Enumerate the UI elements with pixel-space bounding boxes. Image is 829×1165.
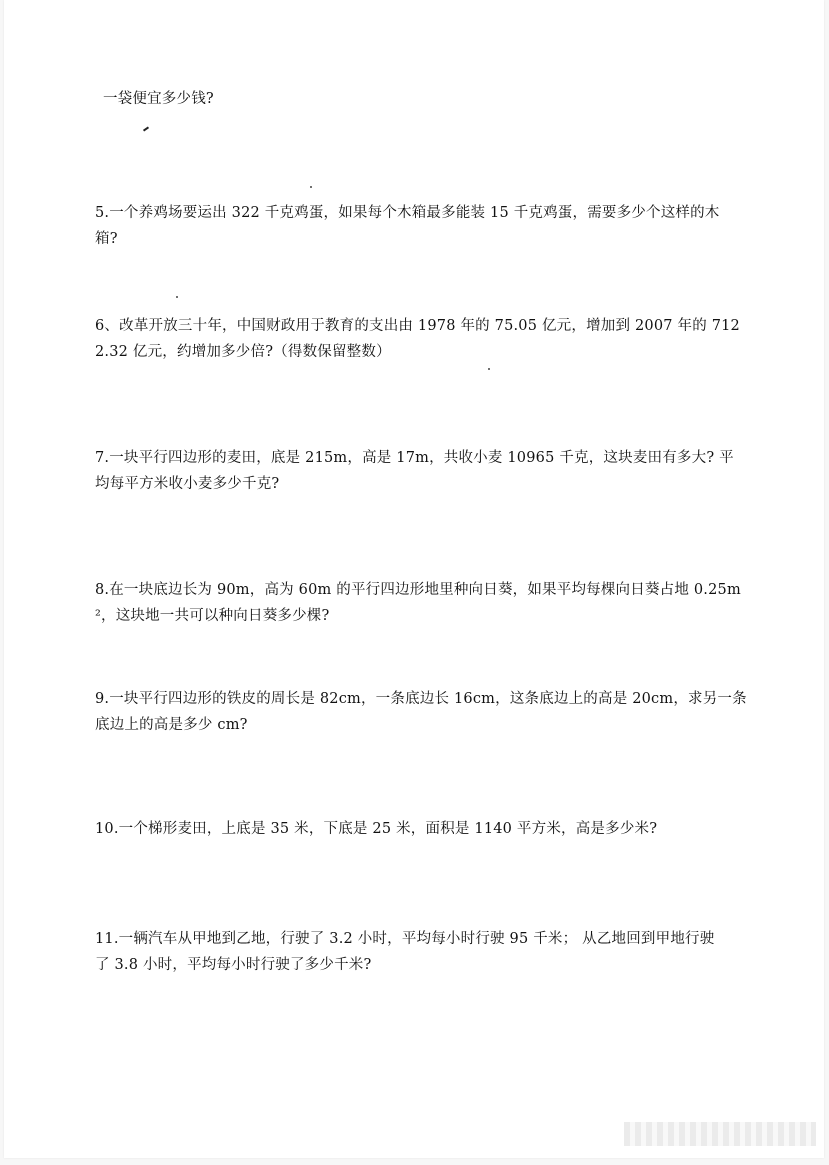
question-7-line-1: 7.一块平行四边形的麦田，底是 215m，高是 17m，共收小麦 10965 千克，这块麦田有多大? 平 bbox=[95, 450, 734, 466]
question-9 bbox=[95, 686, 747, 738]
question-4-fragment: 一袋便宜多少钱? bbox=[103, 91, 214, 107]
question-9-line-2: 底边上的高是多少 cm? bbox=[95, 717, 248, 733]
scan-speck bbox=[176, 296, 178, 298]
question-5-line-2: 箱? bbox=[95, 231, 118, 247]
question-11 bbox=[95, 926, 714, 978]
scan-speck bbox=[488, 368, 490, 370]
worksheet-page bbox=[4, 0, 824, 1158]
scan-artifact-strip bbox=[624, 1122, 816, 1146]
question-7 bbox=[95, 445, 734, 497]
question-11-line-1: 11.一辆汽车从甲地到乙地，行驶了 3.2 小时，平均每小时行驶 95 千米； 从乙地回到甲地行驶 bbox=[95, 931, 715, 947]
question-6-line-1: 6、改革开放三十年，中国财政用于教育的支出由 1978 年的 75.05 亿元，增加到 2007 年的 712 bbox=[95, 318, 740, 334]
question-8-line-2: ²，这块地一共可以种向日葵多少棵? bbox=[95, 608, 330, 624]
scan-speck bbox=[310, 186, 312, 188]
question-10 bbox=[95, 816, 657, 842]
question-7-line-2: 均每平方米收小麦多少千克? bbox=[95, 476, 280, 492]
question-8-line-1: 8.在一块底边长为 90m，高为 60m 的平行四边形地里种向日葵，如果平均每棵向日葵占地 0.25m bbox=[95, 582, 741, 598]
question-5 bbox=[95, 200, 720, 252]
question-8 bbox=[95, 577, 741, 629]
question-9-line-1: 9.一块平行四边形的铁皮的周长是 82cm，一条底边长 16cm，这条底边上的高是 20cm，求另一条 bbox=[95, 691, 747, 707]
question-6-line-2: 2.32 亿元，约增加多少倍?（得数保留整数） bbox=[95, 344, 391, 360]
question-11-line-2: 了 3.8 小时，平均每小时行驶了多少千米? bbox=[95, 957, 372, 973]
pen-mark bbox=[143, 126, 149, 131]
question-10-line-1: 10.一个梯形麦田，上底是 35 米，下底是 25 米，面积是 1140 平方米，高是多少米? bbox=[95, 821, 658, 837]
question-5-line-1: 5.一个养鸡场要运出 322 千克鸡蛋，如果每个木箱最多能装 15 千克鸡蛋，需要多少个这样的木 bbox=[95, 205, 720, 221]
question-6 bbox=[95, 313, 740, 365]
